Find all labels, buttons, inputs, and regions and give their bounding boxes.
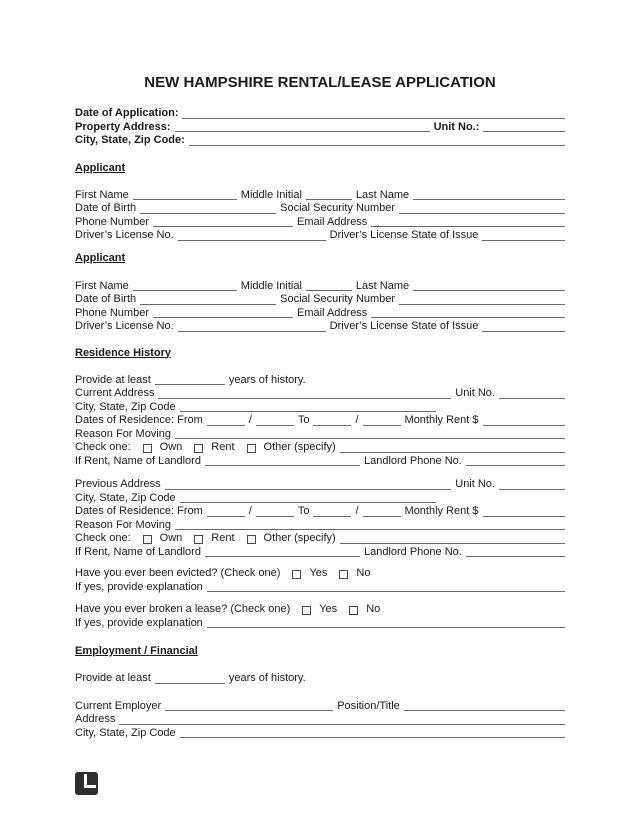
slash: / [248, 505, 252, 517]
landlord-name-field[interactable] [205, 462, 360, 466]
from-year-field[interactable] [256, 513, 294, 517]
evicted-yes-checkbox[interactable] [292, 570, 301, 579]
own-checkbox[interactable] [143, 444, 152, 453]
slash: / [355, 414, 359, 426]
unit-no-label: Unit No. [455, 478, 495, 490]
email-address-field[interactable] [371, 223, 565, 227]
provide-at-least-label: Provide at least [75, 672, 151, 684]
broken-lease-question-block [75, 603, 565, 630]
if-yes-explanation-label: If yes, provide explanation [75, 580, 203, 593]
dates-of-residence-label: Dates of Residence: From [75, 505, 203, 517]
from-month-field[interactable] [207, 513, 245, 517]
date-of-application-field[interactable] [182, 115, 565, 119]
other-specify-field[interactable] [340, 449, 565, 453]
previous-address-field[interactable] [165, 486, 452, 490]
rent-label: Rent [211, 532, 235, 544]
ssn-field[interactable] [399, 301, 565, 305]
if-yes-explanation-label: If yes, provide explanation [75, 616, 203, 629]
city-state-zip-label: City, State, Zip Code [75, 726, 176, 739]
landlord-phone-label: Landlord Phone No. [363, 454, 462, 467]
broken-lease-question-label: Have you ever broken a lease? (Check one) [75, 603, 291, 615]
own-label: Own [159, 441, 183, 453]
applicant1-fields [75, 189, 565, 243]
date-of-birth-field[interactable] [140, 301, 276, 305]
first-name-field[interactable] [133, 287, 237, 291]
date-of-birth-label: Date of Birth [75, 202, 137, 214]
drivers-license-label: Driver’s License No. [75, 229, 174, 241]
last-name-label: Last Name [355, 279, 410, 292]
own-checkbox[interactable] [143, 535, 152, 544]
legal-templates-logo-icon [75, 772, 98, 795]
employer-address-label: Address [75, 713, 116, 725]
ssn-field[interactable] [399, 210, 565, 214]
rent-checkbox[interactable] [194, 444, 203, 453]
lease-no-checkbox[interactable] [349, 606, 358, 615]
phone-number-field[interactable] [153, 314, 293, 318]
city-state-zip-label: City, State, Zip Code: [75, 134, 185, 146]
provide-at-least-label: Provide at least [75, 373, 151, 386]
unit-no-field[interactable] [499, 395, 565, 399]
city-state-zip-label: City, State, Zip Code [75, 400, 176, 413]
to-year-field[interactable] [363, 422, 401, 426]
residence-history-heading: Residence History [75, 346, 171, 359]
property-address-label: Property Address: [75, 120, 171, 133]
last-name-label: Last Name [355, 188, 410, 201]
phone-number-label: Phone Number [75, 306, 149, 319]
first-name-label: First Name [75, 188, 129, 201]
city-state-zip-field[interactable] [180, 499, 436, 503]
landlord-phone-field[interactable] [466, 553, 565, 557]
reason-for-moving-label: Reason For Moving [75, 518, 171, 531]
years-of-history-field[interactable] [155, 381, 225, 385]
slash: / [355, 505, 359, 517]
dates-of-residence-label: Dates of Residence: From [75, 414, 203, 426]
rent-label: Rent [211, 441, 235, 453]
drivers-license-label: Driver’s License No. [75, 320, 174, 332]
reason-for-moving-field[interactable] [175, 435, 565, 439]
city-state-zip-label: City, State, Zip Code [75, 491, 176, 504]
header-fields [75, 107, 565, 148]
if-rent-landlord-label: If Rent, Name of Landlord [75, 454, 201, 467]
date-of-application-label: Date of Application: [75, 107, 179, 119]
applicant1-heading: Applicant [75, 161, 126, 174]
no-label: No [356, 567, 371, 579]
check-one-label: Check one: [75, 441, 131, 453]
last-name-field[interactable] [413, 287, 565, 291]
years-of-history-label: years of history. [228, 373, 306, 386]
yes-label: Yes [309, 567, 328, 579]
position-title-label: Position/Title [337, 699, 400, 712]
unit-no-field[interactable] [499, 486, 565, 490]
reason-for-moving-label: Reason For Moving [75, 427, 171, 440]
page-title: NEW HAMPSHIRE RENTAL/LEASE APPLICATION [144, 74, 496, 91]
phone-number-field[interactable] [153, 223, 293, 227]
residence-current-block [75, 374, 565, 469]
employment-fields [75, 700, 565, 741]
other-checkbox[interactable] [247, 535, 256, 544]
ssn-label: Social Security Number [280, 202, 396, 214]
years-of-history-label: years of history. [228, 672, 306, 684]
unit-no-label: Unit No.: [433, 120, 480, 133]
last-name-field[interactable] [413, 196, 565, 200]
phone-number-label: Phone Number [75, 215, 149, 228]
residence-previous-block [75, 478, 565, 559]
from-year-field[interactable] [256, 422, 294, 426]
to-year-field[interactable] [363, 513, 401, 517]
unit-no-label: Unit No. [455, 387, 495, 399]
drivers-license-state-label: Driver’s License State of Issue [329, 320, 479, 332]
current-employer-label: Current Employer [75, 699, 162, 712]
other-specify-label: Other (specify) [263, 441, 336, 453]
drivers-license-state-field[interactable] [482, 328, 565, 332]
landlord-phone-label: Landlord Phone No. [363, 545, 462, 558]
to-month-field[interactable] [313, 513, 351, 517]
email-address-label: Email Address [297, 306, 368, 319]
city-state-zip-field[interactable] [180, 734, 565, 738]
evicted-explanation-field[interactable] [207, 588, 565, 592]
lease-explanation-field[interactable] [207, 624, 565, 628]
landlord-name-field[interactable] [205, 553, 360, 557]
employment-financial-heading: Employment / Financial [75, 645, 198, 657]
previous-address-label: Previous Address [75, 478, 161, 490]
employment-history-row [75, 672, 565, 686]
slash: / [248, 414, 252, 426]
position-title-field[interactable] [404, 707, 565, 711]
monthly-rent-label: Monthly Rent $ [404, 414, 479, 426]
first-name-label: First Name [75, 279, 129, 292]
drivers-license-state-label: Driver’s License State of Issue [329, 229, 479, 241]
other-specify-field[interactable] [340, 540, 565, 544]
other-checkbox[interactable] [247, 444, 256, 453]
employer-address-field[interactable] [119, 721, 565, 725]
years-of-history-field[interactable] [155, 680, 225, 684]
middle-initial-field[interactable] [306, 196, 352, 200]
drivers-license-state-field[interactable] [482, 237, 565, 241]
monthly-rent-field[interactable] [483, 513, 565, 517]
city-state-zip-field[interactable] [189, 142, 565, 146]
current-employer-field[interactable] [165, 707, 333, 711]
city-state-zip-field[interactable] [180, 408, 436, 412]
middle-initial-field[interactable] [306, 287, 352, 291]
applicant2-heading: Applicant [75, 251, 126, 264]
own-label: Own [159, 532, 183, 544]
reason-for-moving-field[interactable] [175, 526, 565, 530]
applicant2-fields [75, 280, 565, 334]
to-month-field[interactable] [313, 422, 351, 426]
drivers-license-field[interactable] [178, 328, 326, 332]
current-address-field[interactable] [158, 395, 451, 399]
email-address-label: Email Address [297, 215, 368, 228]
other-specify-label: Other (specify) [263, 532, 336, 544]
evicted-no-checkbox[interactable] [339, 570, 348, 579]
monthly-rent-field[interactable] [483, 422, 565, 426]
date-of-birth-field[interactable] [140, 210, 276, 214]
lease-yes-checkbox[interactable] [302, 606, 311, 615]
to-label: To [297, 414, 310, 426]
current-address-label: Current Address [75, 387, 155, 399]
to-label: To [297, 505, 310, 517]
if-rent-landlord-label: If Rent, Name of Landlord [75, 545, 201, 558]
property-address-field[interactable] [175, 128, 430, 132]
rent-checkbox[interactable] [194, 535, 203, 544]
no-label: No [366, 603, 381, 615]
middle-initial-label: Middle Initial [240, 279, 302, 292]
from-month-field[interactable] [207, 422, 245, 426]
unit-no-field[interactable] [483, 128, 565, 132]
first-name-field[interactable] [133, 196, 237, 200]
logo-l-horizontal [84, 785, 96, 788]
evicted-question-block [75, 567, 565, 594]
ssn-label: Social Security Number [280, 293, 396, 305]
date-of-birth-label: Date of Birth [75, 293, 137, 305]
yes-label: Yes [319, 603, 338, 615]
email-address-field[interactable] [371, 314, 565, 318]
middle-initial-label: Middle Initial [240, 188, 302, 201]
monthly-rent-label: Monthly Rent $ [404, 505, 479, 517]
evicted-question-label: Have you ever been evicted? (Check one) [75, 567, 281, 579]
check-one-label: Check one: [75, 532, 131, 544]
drivers-license-field[interactable] [178, 237, 326, 241]
landlord-phone-field[interactable] [466, 462, 565, 466]
